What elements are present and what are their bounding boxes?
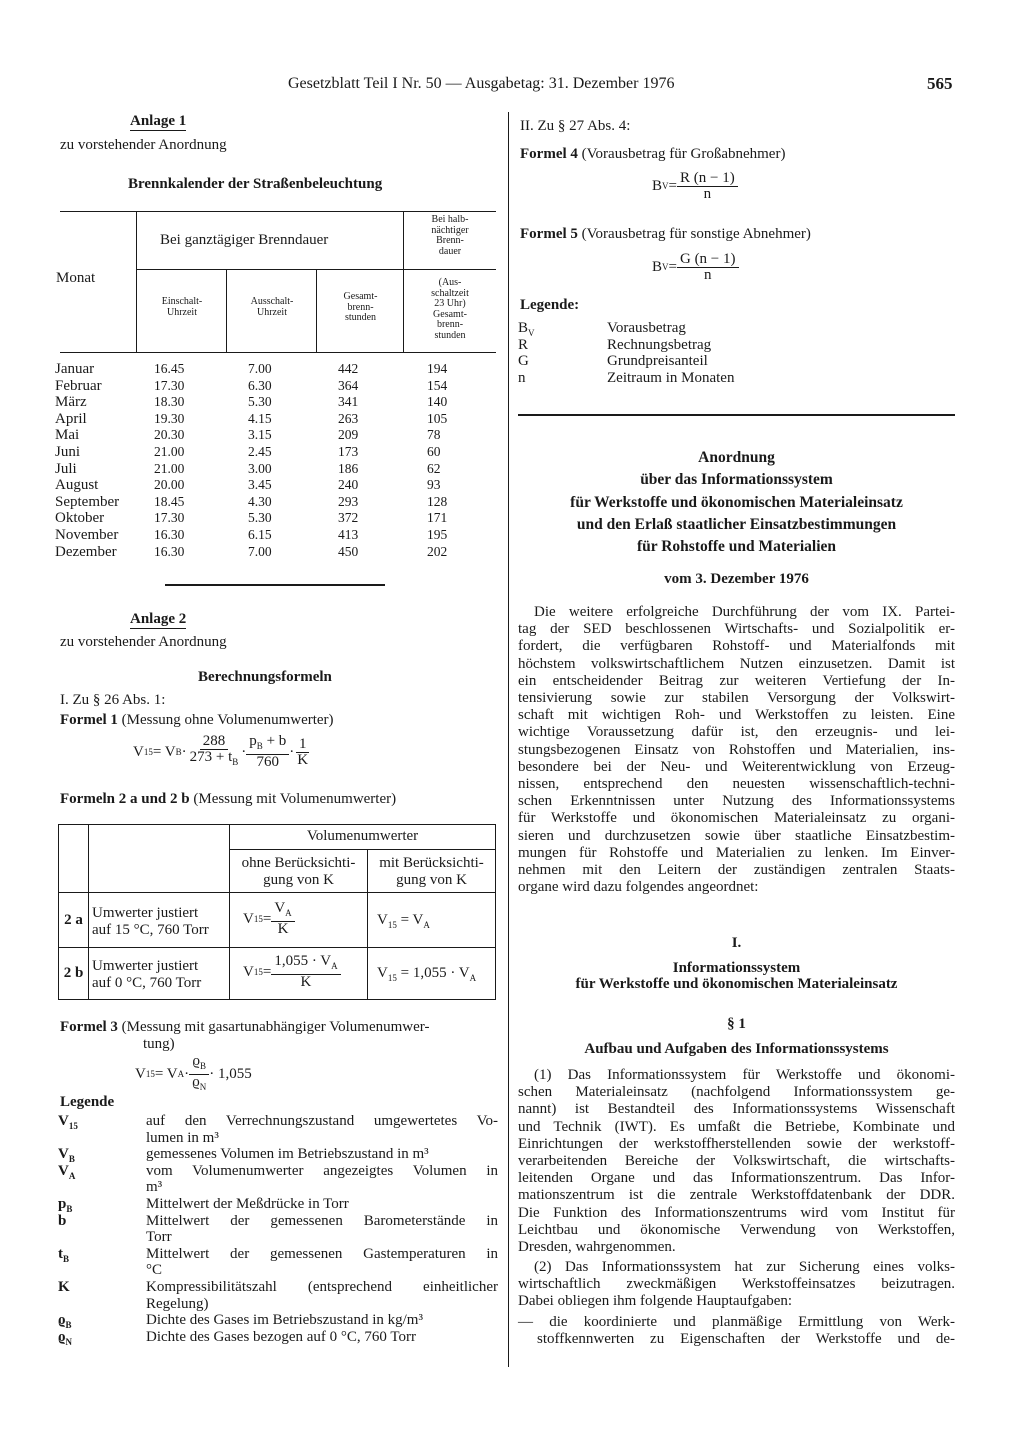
anlage2-heading: Anlage 2 bbox=[130, 611, 187, 627]
paragraph-number: § 1 bbox=[727, 1016, 746, 1032]
legend-symbol: R bbox=[518, 336, 529, 353]
legend-text: Torr bbox=[146, 1229, 172, 1246]
legend-text: Kompressibilitätszahl (entsprechend einheitlicher bbox=[146, 1279, 498, 1295]
legend-symbol: $p_B$ bbox=[58, 1196, 73, 1214]
anlage1-heading: Anlage 1 bbox=[130, 113, 187, 129]
value-cell: 19.30 bbox=[154, 410, 185, 426]
text-line: tag der SED beschlossenen Wirtschafts- und Sozialpolitik er- bbox=[518, 621, 955, 638]
legend-text: auf den Verrechnungszustand umgewertetes Vo- bbox=[146, 1113, 498, 1129]
legend-symbol: b bbox=[58, 1212, 67, 1229]
formel4-heading: Formel 4 (Vorausbetrag für Großabnehmer) bbox=[520, 146, 786, 162]
column-divider bbox=[508, 112, 509, 1367]
anlage1-title: Brennkalender der Straßenbeleuchtung bbox=[128, 176, 383, 192]
text-line: nehmen mit den Leitern der zuständigen zentralen Staats- bbox=[518, 862, 955, 878]
month-cell: Oktober bbox=[55, 510, 105, 527]
legend-title: Legende bbox=[60, 1094, 115, 1110]
legend-text: m³ bbox=[146, 1179, 163, 1196]
text-line: besondere bei der Neu- und Weiterentwicklung von Erzeug- bbox=[518, 758, 955, 775]
value-cell: 93 bbox=[427, 477, 441, 493]
text-line: höchstem volkswirtschaftlichem Nutzen einzusetzen. Damit ist bbox=[518, 655, 955, 672]
legend-symbol: $V_B$ bbox=[58, 1146, 75, 1165]
page-number: 565 bbox=[927, 74, 953, 93]
t2-row-sep bbox=[58, 947, 495, 948]
formel4: B V = $\frac{R (n - 1)}{n}$ bbox=[652, 171, 738, 202]
value-cell: 5.30 bbox=[248, 510, 272, 526]
part-title-1: Informationssystem bbox=[672, 960, 801, 976]
t2-row-desc: Umwerter justiert auf 15 °C, 760 Torr bbox=[92, 905, 209, 938]
month-cell: Juni bbox=[55, 444, 81, 460]
month-cell: Dezember bbox=[55, 543, 117, 560]
legend-text: Mittelwert der gemessenen Barometerstände in bbox=[146, 1212, 498, 1229]
paragraph-title: Aufbau und Aufgaben des Informationssystems bbox=[584, 1041, 889, 1057]
legend-symbol-sub: V bbox=[528, 328, 535, 338]
value-cell: 60 bbox=[427, 444, 441, 459]
legend-symbol: $ϱ_B$ bbox=[58, 1312, 72, 1331]
table-row bbox=[55, 394, 500, 410]
text-line: Einrichtungen der werkstoffherstellenden sowie der werkstoff- bbox=[518, 1135, 955, 1152]
formel1-desc: (Messung ohne Volumenumwerter) bbox=[117, 712, 334, 728]
table-row bbox=[55, 361, 500, 377]
value-cell: 173 bbox=[338, 444, 359, 459]
legend-symbol-sub: B bbox=[65, 1320, 72, 1331]
t2-head-mid bbox=[229, 849, 495, 850]
value-cell: 16.30 bbox=[154, 527, 185, 542]
legend-symbol: $ϱ_N$ bbox=[58, 1328, 72, 1347]
value-cell: 372 bbox=[338, 510, 359, 526]
text-line: Dresden, wahrgenommen. bbox=[518, 1239, 676, 1255]
text-line: fordert, die verfügbaren Rohstoff- und Materialfonds mit bbox=[518, 638, 955, 655]
value-cell: 21.00 bbox=[154, 460, 185, 476]
value-cell: 5.30 bbox=[248, 394, 272, 410]
text-line: Leichtbau und ökonomische Verwendung von Werkstoffen, bbox=[518, 1221, 955, 1238]
col-header-ausschalt: Ausschalt- Uhrzeit bbox=[250, 296, 294, 318]
legend-symbol-sub: 15 bbox=[68, 1121, 78, 1131]
t2-row-id: 2 b bbox=[63, 965, 84, 981]
value-cell: 140 bbox=[427, 394, 448, 410]
value-cell: 78 bbox=[427, 427, 441, 443]
formel1: V 15 = V B · $\frac{288}{273 + t_B}$ · $\frac{p_B + b}{760}$ · $\frac{1}{K}$ bbox=[133, 734, 311, 770]
value-cell: 128 bbox=[427, 493, 448, 509]
value-cell: 16.45 bbox=[154, 361, 185, 376]
text-line: und Technik (IWT). Es umfaßt die Betriebe, Kombinate und bbox=[518, 1118, 955, 1135]
text-line: wichtige Voraussetzung dafür ist, den erzeugnis- und lei- bbox=[518, 724, 955, 741]
t2-vline-2 bbox=[229, 824, 230, 1000]
value-cell: 195 bbox=[427, 527, 448, 542]
legend-symbol-sub: B bbox=[68, 1154, 75, 1165]
month-cell: September bbox=[55, 493, 120, 510]
legend-text: Mittelwert der Meßdrücke in Torr bbox=[146, 1196, 349, 1212]
month-cell: März bbox=[55, 394, 87, 411]
text-line: (2) Das Informationssystem hat zur Sicherung eines volks- bbox=[534, 1259, 955, 1275]
legend-text: Rechnungsbetrag bbox=[607, 336, 712, 353]
formel1-heading bbox=[60, 712, 334, 729]
text-line: tensivierung sowie zur stabilen Versorgung der Volkswirt- bbox=[518, 690, 955, 706]
value-cell: 16.30 bbox=[154, 543, 185, 559]
anlage1-subheading: zu vorstehender Anordnung bbox=[60, 137, 227, 153]
col-header-halbnaechtig: Bei halb- nächtiger Brenn- dauer bbox=[431, 214, 469, 257]
value-cell: 20.30 bbox=[154, 427, 185, 443]
legend-symbol: $V_{15}$ bbox=[58, 1113, 78, 1131]
formel2-heading: Formeln 2 a und 2 b (Messung mit Volumenumwerter) bbox=[60, 791, 397, 807]
anlage2-subheading: zu vorstehender Anordnung bbox=[60, 634, 227, 650]
running-header: Gesetzblatt Teil I Nr. 50 — Ausgabetag: 31. Dezember 1976 bbox=[288, 75, 675, 92]
t2-vline-1 bbox=[88, 824, 89, 1000]
month-cell: August bbox=[55, 477, 99, 494]
month-cell: Juli bbox=[55, 460, 77, 477]
table-col-line-4 bbox=[403, 211, 404, 353]
legend-text: Dichte des Gases im Betriebszustand in kg/m³ bbox=[146, 1312, 423, 1329]
formel3-heading: Formel 3 (Messung mit gasartunabhängiger Volumenumwer- bbox=[60, 1019, 430, 1035]
value-cell: 263 bbox=[338, 410, 359, 426]
t2-row-formula-1: V 15 = $\frac{V_A}{K}$ bbox=[243, 901, 295, 937]
text-line: nissen, entsprechend den neuesten wissenschaftlich-techni- bbox=[518, 776, 955, 792]
value-cell: 450 bbox=[338, 543, 359, 559]
month-cell: Mai bbox=[55, 427, 80, 444]
month-cell: Januar bbox=[55, 361, 95, 377]
legend-text: Regelung) bbox=[146, 1295, 209, 1312]
formel5: B V = $\frac{G (n - 1)}{n}$ bbox=[652, 252, 739, 283]
value-cell: 17.30 bbox=[154, 510, 185, 526]
formel3: V 15 = V A · $\frac{ϱ_B}{ϱ_N}$ · 1,055 bbox=[135, 1054, 252, 1095]
table-col-line-3 bbox=[316, 269, 317, 353]
table-top-rule bbox=[60, 211, 496, 212]
t2-row-formula-2: $V_{15} = 1,055 \cdot V_A$ bbox=[377, 965, 477, 983]
text-line: schaft mit wichtigen Roh- und Werkstoffen zu leisten. Eine bbox=[518, 707, 955, 724]
text-line: Dabei obliegen ihm folgende Hauptaufgaben: bbox=[518, 1293, 793, 1310]
value-cell: 442 bbox=[338, 361, 359, 376]
t2-row-formula-2: $V_{15} = V_A$ bbox=[377, 912, 430, 930]
value-cell: 209 bbox=[338, 427, 359, 443]
value-cell: 105 bbox=[427, 410, 448, 426]
value-cell: 6.15 bbox=[248, 527, 272, 542]
value-cell: 6.30 bbox=[248, 377, 272, 393]
table-header-rule bbox=[60, 352, 496, 353]
value-cell: 18.30 bbox=[154, 394, 185, 410]
legend-symbol: $t_B$ bbox=[58, 1245, 70, 1264]
col-header-ganztaegig: Bei ganztägiger Brenndauer bbox=[160, 232, 329, 248]
month-cell: April bbox=[55, 410, 87, 427]
value-cell: 240 bbox=[338, 477, 359, 493]
t2-row-desc: Umwerter justiert auf 0 °C, 760 Torr bbox=[92, 958, 202, 991]
t2-vline-4 bbox=[495, 824, 496, 1000]
legend-symbol: $B_V$ bbox=[518, 320, 535, 338]
table-row bbox=[55, 411, 500, 427]
legend-text: vom Volumenumwerter angezeigtes Volumen in bbox=[146, 1162, 498, 1179]
table-row bbox=[55, 427, 500, 443]
formel1-label: Formel 1 bbox=[60, 712, 118, 728]
legend-symbol-sub: A bbox=[68, 1170, 76, 1181]
text-line: (1) Das Informationssystem für Werkstoffe und ökonomi- bbox=[534, 1067, 955, 1083]
value-cell: 2.45 bbox=[248, 444, 272, 459]
month-cell: Februar bbox=[55, 377, 102, 394]
anlage2-title: Berechnungsformeln bbox=[198, 669, 332, 685]
anordnung-title-line: Anordnung bbox=[698, 449, 775, 466]
legend-text: lumen in m³ bbox=[146, 1129, 219, 1146]
t2-head: Volumenumwerter bbox=[306, 828, 419, 844]
value-cell: 194 bbox=[427, 361, 448, 376]
text-line: wirtschaftlich zweckmäßigen Werkstoffeinsatzes beizutragen. bbox=[518, 1276, 955, 1293]
value-cell: 21.00 bbox=[154, 444, 185, 459]
col-header-gesamt: Gesamt- brenn- stunden bbox=[343, 291, 378, 323]
value-cell: 293 bbox=[338, 493, 359, 509]
legend-text: °C bbox=[146, 1262, 163, 1279]
anordnung-date: vom 3. Dezember 1976 bbox=[664, 571, 809, 587]
value-cell: 171 bbox=[427, 510, 448, 526]
section-2-heading: II. Zu § 27 Abs. 4: bbox=[520, 118, 631, 134]
legend-text: Dichte des Gases bezogen auf 0 °C, 760 Torr bbox=[146, 1328, 417, 1345]
value-cell: 18.45 bbox=[154, 493, 185, 509]
table-row bbox=[55, 378, 500, 394]
fraction-k: $\frac{1}{K}$ bbox=[297, 735, 309, 768]
anordnung-title-line: für Werkstoffe und ökonomischen Materialeinsatz bbox=[570, 493, 903, 511]
bullet-line: stoffkennwerten zu Eigenschaften der Werkstoffe und de- bbox=[537, 1331, 955, 1348]
anordnung-title-line: und den Erlaß staatlicher Einsatzbestimmungen bbox=[576, 515, 897, 533]
text-line: schen Erkenntnissen unter Nutzung des Informationssystems bbox=[518, 793, 955, 810]
legend-text: Grundpreisanteil bbox=[607, 353, 708, 370]
table-row bbox=[55, 477, 500, 493]
legend-symbol: K bbox=[58, 1279, 70, 1295]
table-row bbox=[55, 494, 500, 510]
legend-symbol-sub: B bbox=[63, 1253, 70, 1264]
t2-col2: mit Berücksichti- gung von K bbox=[379, 855, 484, 888]
anordnung-title-line: über das Informationssystem bbox=[640, 471, 833, 489]
value-cell: 186 bbox=[338, 460, 359, 476]
legend-text: Vorausbetrag bbox=[607, 320, 686, 336]
text-line: stungsbezogenen Einsatz von Rohstoffen und Materialien, ins- bbox=[518, 741, 955, 758]
formel3-heading-cont: tung) bbox=[143, 1036, 175, 1052]
text-line: sieren und durchzusetzen sowie über staatliche Einsatzbestim- bbox=[518, 827, 955, 844]
table-row bbox=[55, 544, 500, 560]
t2-col1: ohne Berücksichti- gung von K bbox=[241, 855, 356, 888]
value-cell: 413 bbox=[338, 527, 359, 542]
fraction-pressure: $\frac{p_B + b}{760}$ bbox=[246, 734, 289, 770]
legend-symbol: n bbox=[518, 369, 526, 386]
value-cell: 3.15 bbox=[248, 427, 272, 443]
value-cell: 62 bbox=[427, 460, 441, 476]
text-line: für Werkstoffe und ökonomischen Materialeinsatz zu organi- bbox=[518, 810, 955, 827]
t2-row-formula-1: V 15 = $\frac{1,055 \cdot V_A}{K}$ bbox=[243, 954, 341, 990]
text-line: Die Funktion des Informationszentrums wird vom Institut für bbox=[518, 1204, 955, 1221]
value-cell: 17.30 bbox=[154, 377, 185, 393]
value-cell: 341 bbox=[338, 394, 359, 410]
t2-top bbox=[58, 824, 495, 825]
table-row bbox=[55, 510, 500, 526]
col-header-halb-gesamt: (Aus- schaltzeit 23 Uhr) Gesamt- brenn- stunden bbox=[431, 277, 469, 341]
text-line: Die weitere erfolgreiche Durchführung der vom IX. Partei- bbox=[534, 604, 955, 620]
legend-text: Mittelwert der gemessenen Gastemperaturen in bbox=[146, 1245, 498, 1262]
formel5-heading: Formel 5 (Vorausbetrag für sonstige Abnehmer) bbox=[520, 226, 811, 242]
value-cell: 4.30 bbox=[248, 493, 272, 509]
table-end-rule bbox=[165, 584, 385, 586]
value-cell: 364 bbox=[338, 377, 359, 393]
table-col-line-1 bbox=[136, 211, 137, 353]
bullet-line: — die koordinierte und planmäßige Ermittlung von Werk- bbox=[518, 1314, 955, 1330]
value-cell: 3.45 bbox=[248, 477, 272, 493]
text-line: mationszentrum ist die zentrale Werkstoffdatenbank der DDR. bbox=[518, 1187, 955, 1204]
legend-symbol-sub: N bbox=[65, 1336, 72, 1347]
part-number: I. bbox=[731, 935, 742, 951]
value-cell: 202 bbox=[427, 543, 448, 559]
month-cell: November bbox=[55, 527, 119, 543]
text-line: schen Materialeinsatz (nachfolgend Informationssystem ge- bbox=[518, 1084, 955, 1101]
value-cell: 3.00 bbox=[248, 460, 272, 476]
value-cell: 154 bbox=[427, 377, 448, 393]
table-row bbox=[55, 444, 500, 460]
text-line: verarbeitenden Bereiche der Volkswirtschaft, die wirtschafts- bbox=[518, 1153, 955, 1169]
table-row bbox=[55, 461, 500, 477]
legend-title-2: Legende: bbox=[520, 297, 580, 313]
legend-symbol-sub: B bbox=[66, 1204, 73, 1214]
value-cell: 4.15 bbox=[248, 410, 272, 426]
section-separator bbox=[518, 414, 955, 416]
legend-symbol: G bbox=[518, 353, 529, 370]
t2-head-bottom bbox=[58, 892, 495, 893]
text-line: ein entscheidender Beitrag zur weiteren Vertiefung der In- bbox=[518, 672, 955, 689]
part-title-2: für Werkstoffe und ökonomischen Materialeinsatz bbox=[575, 976, 898, 992]
t2-bottom bbox=[58, 999, 495, 1000]
table-row bbox=[55, 527, 500, 543]
col-header-month: Monat bbox=[56, 270, 96, 286]
t2-row-id: 2 a bbox=[64, 912, 83, 928]
text-line: leitenden Organe und das Informationszentrum. Das Infor- bbox=[518, 1170, 955, 1187]
value-cell: 7.00 bbox=[248, 361, 272, 376]
legend-text: Zeitraum in Monaten bbox=[607, 369, 735, 386]
anordnung-title-line: für Rohstoffe und Materialien bbox=[636, 538, 837, 556]
text-line: mungen für Rohstoffe und Materialien zu lenken. Im Einver- bbox=[518, 844, 955, 861]
value-cell: 7.00 bbox=[248, 543, 272, 559]
legend-text: gemessenes Volumen im Betriebszustand in m³ bbox=[146, 1146, 429, 1163]
col-header-einschalt: Einschalt- Uhrzeit bbox=[161, 296, 203, 318]
legend-symbol: $V_A$ bbox=[58, 1162, 76, 1181]
section-1-heading: I. Zu § 26 Abs. 1: bbox=[60, 692, 166, 708]
text-line: organe wird dazu folgendes angeordnet: bbox=[518, 879, 759, 896]
text-line: nannt) ist Bestandteil des Informationssystems Wissenschaft bbox=[518, 1101, 955, 1118]
fraction-temperature: $\frac{288}{273 + t_B}$ bbox=[189, 733, 239, 767]
value-cell: 20.00 bbox=[154, 477, 185, 493]
table-col-line-2 bbox=[226, 269, 227, 353]
fraction-density: $\frac{ϱ_B}{ϱ_N}$ bbox=[189, 1054, 209, 1095]
